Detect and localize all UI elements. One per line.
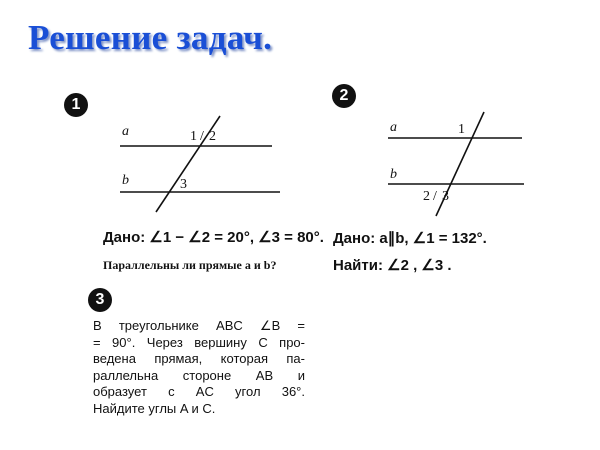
- page-title: Решение задач.: [28, 18, 273, 57]
- problem-1-label-a: a: [122, 124, 129, 139]
- problem-1-given: Дано: ∠1 − ∠2 = 20°, ∠3 = 80°.: [103, 229, 324, 246]
- problem-2-label-b: b: [390, 167, 397, 182]
- problem-2-label-a: a: [390, 120, 397, 135]
- problem-1-label-b: b: [122, 173, 129, 188]
- problem-1-angle-slash: /: [200, 129, 204, 144]
- problem-1-question: Параллельны ли прямые a и b?: [103, 258, 277, 272]
- problem-3-line: раллельна стороне AB и: [93, 367, 305, 383]
- problem-1-angle-3: 3: [180, 177, 187, 192]
- problem-2-diagram: [370, 108, 550, 228]
- problem-3-line: = 90°. Через вершину C про-: [93, 334, 305, 350]
- problem-2-angle-1: 1: [458, 122, 465, 137]
- problem-3-number-badge: 3: [88, 288, 112, 312]
- problem-3-line: образует с AC угол 36°.: [93, 384, 305, 400]
- problem-2-find: Найти: ∠2 , ∠3 .: [333, 257, 452, 274]
- problem-2-given: Дано: a∥b, ∠1 = 132°.: [333, 230, 487, 247]
- problem-2-number-badge: 2: [332, 84, 356, 108]
- problem-2-angle-3: 3: [442, 189, 449, 204]
- problem-3-text: [93, 318, 305, 418]
- problem-1-angle-1: 1: [190, 129, 197, 144]
- problem-3-line: В треугольнике ABC ∠B =: [93, 318, 305, 333]
- problem-1-number-badge: 1: [64, 93, 88, 117]
- problem-3-line: Найдите углы A и C.: [93, 400, 216, 416]
- problem-3-line: ведена прямая, которая па-: [93, 351, 305, 367]
- problem-2-angle-slash: /: [433, 189, 437, 204]
- problem-2-angle-2: 2: [423, 189, 430, 204]
- problem-1-diagram: [110, 108, 390, 228]
- problem-1-angle-2: 2: [209, 129, 216, 144]
